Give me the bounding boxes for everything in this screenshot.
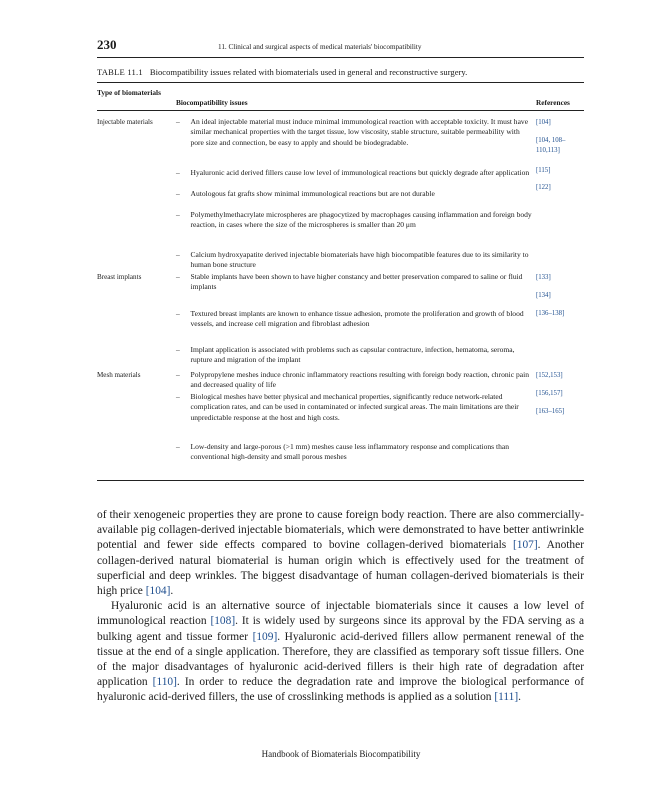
header-references: References xyxy=(536,98,570,107)
header-rule xyxy=(97,57,584,58)
ref-breast-1[interactable]: [133] xyxy=(536,274,551,281)
table-caption-text: Biocompatibility issues related with biomaterials used in general and reconstructive surgery. xyxy=(149,67,468,77)
table-bottom-rule xyxy=(97,480,584,481)
table-top-rule xyxy=(97,82,584,83)
running-head: 11. Clinical and surgical aspects of medical materials' biocompatibility xyxy=(218,43,422,51)
ref-breast-3[interactable]: [136–138] xyxy=(536,310,565,317)
issue-injectable-2: – Hyaluronic acid derived fillers cause low level of immunological reactions but quickly degrade after application xyxy=(176,168,530,177)
paragraph-2: Hyaluronic acid is an alternative source of injectable biomaterials since it causes a low level of immunological reaction [108]. It is widely used by surgeons since its approval by the FDA serving as a bulking agent and tissue former [109]. Hyaluronic acid-derived fillers allow permanent renewal of the tissue at the end of a single application. Therefore, they are classified as temporary soft tissue fillers. One of the major disadvantages of hyaluronic acid-derived fillers is their high rate of degradation after application [110]. In order to reduce the degradation rate and improve the biological performance of hyaluronic acid-derived fillers, the use of crosslinking methods is applied as a solution [111]. xyxy=(97,600,584,704)
ref-injectable-1[interactable]: [104] xyxy=(536,119,551,126)
citation-107[interactable]: [107] xyxy=(512,539,538,552)
citation-104[interactable]: [104] xyxy=(145,585,171,598)
ref-injectable-4[interactable]: [122] xyxy=(536,184,551,191)
type-injectable-materials: Injectable materials xyxy=(97,118,153,126)
ref-breast-2[interactable]: [134] xyxy=(536,292,551,299)
issue-injectable-5: – Calcium hydroxyapatite derived injectable biomaterials have high biocompatible features due to its similarity to human bone structure xyxy=(176,250,529,270)
body-text xyxy=(97,508,584,706)
ref-injectable-2[interactable]: [104, 108–110,113] xyxy=(536,137,566,154)
page-number: 230 xyxy=(97,37,117,52)
ref-injectable-3[interactable]: [115] xyxy=(536,167,551,174)
citation-110[interactable]: [110] xyxy=(152,676,177,689)
issue-breast-1: – Stable implants have been shown to have higher constancy and better preservation compared to saline or fluid implants xyxy=(176,272,523,292)
table-caption xyxy=(97,67,587,78)
header-type-of-biomaterials: Type of biomaterials xyxy=(97,88,161,97)
type-mesh-materials: Mesh materials xyxy=(97,371,141,379)
ref-mesh-2[interactable]: [156,157] xyxy=(536,390,563,397)
issue-mesh-3: – Low-density and large-porous (>1 mm) meshes cause less inflammatory response and complications than conventional high-density and small porous meshes xyxy=(176,442,509,462)
header-biocompatibility-issues: Biocompatibility issues xyxy=(176,98,248,107)
issue-breast-2: – Textured breast implants are known to enhance tissue adhesion, promote the proliferation and growth of blood vessels, and increase cell migration and fibroblast adhesion xyxy=(176,309,524,329)
citation-111[interactable]: [111] xyxy=(494,691,519,704)
issue-injectable-3: – Autologous fat grafts show minimal immunological reactions but are not durable xyxy=(176,189,435,198)
issue-injectable-1: – An ideal injectable material must induce minimal immunological reaction with acceptable toxicity. It must have similar mechanical properties with the target tissue, low viscosity, stable structure, suitable permeability with pore size and connection, be easy to apply and should be biodegradable. xyxy=(176,117,529,147)
table-header-rule xyxy=(97,110,584,111)
issue-injectable-4: – Polymethylmethacrylate microspheres are phagocytized by macrophages causing inflammation and foreign body reaction, in cases where the size of the microspheres is smaller than 20 μm xyxy=(176,210,532,230)
table-caption-label: TABLE 11.1 xyxy=(97,67,143,77)
issue-mesh-2: – Biological meshes have better physical and mechanical properties, significantly reduce network-related complication rates, and can be used in contaminated or infected surgical areas. The main limitations are their unpredictable response at the host and high costs. xyxy=(176,392,519,422)
footer-book-title: Handbook of Biomaterials Biocompatibility xyxy=(261,749,421,759)
ref-mesh-3[interactable]: [163–165] xyxy=(536,408,565,415)
citation-108[interactable]: [108] xyxy=(210,615,236,628)
issue-breast-3: – Implant application is associated with problems such as capsular contracture, infection, hematoma, seroma, rupture and migration of the implant xyxy=(176,345,515,365)
paragraph-1: of their xenogeneic properties they are prone to cause foreign body reaction. There are also commercially-available pig collagen-derived injectable biomaterials, which were demonstrated to have better antiwrinkle potential and fewer side effects compared to bovine collagen-derived biomaterials [107]. Another collagen-derived natural biomaterial is human origin which is effectively used for the treatment of superficial and deep wrinkles. The biggest disadvantage of human collagen-derived biomaterials is their high price [104]. xyxy=(97,509,584,598)
type-breast-implants: Breast implants xyxy=(97,273,142,281)
citation-109[interactable]: [109] xyxy=(252,630,278,643)
issue-mesh-1: – Polypropylene meshes induce chronic inflammatory reactions resulting with foreign body reaction, chronic pain and decreased quality of life xyxy=(176,370,529,390)
ref-mesh-1[interactable]: [152,153] xyxy=(536,372,563,379)
